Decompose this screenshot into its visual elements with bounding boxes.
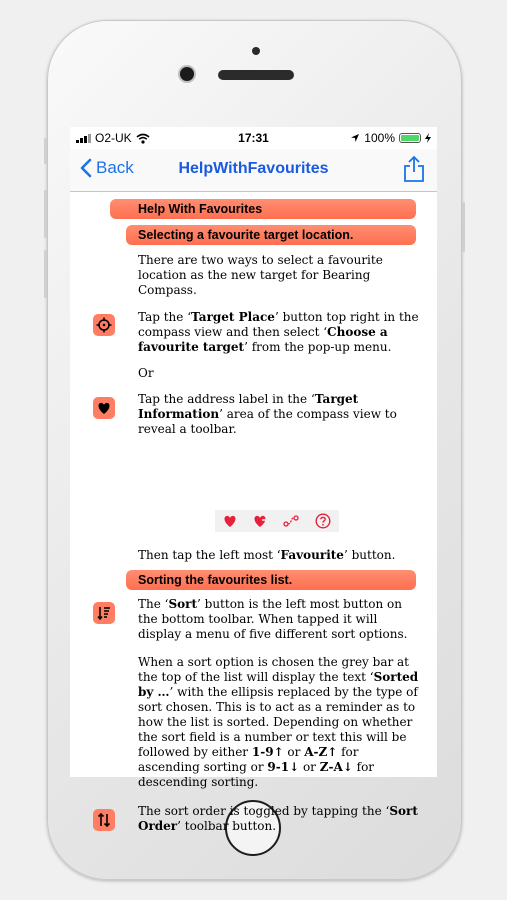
p7-bold-sort-order: Sort Order bbox=[138, 804, 418, 833]
section-header-main: Help With Favourites bbox=[110, 199, 416, 219]
sort-button-icon bbox=[93, 602, 115, 624]
p5-bold-sort: Sort bbox=[168, 597, 198, 611]
p4-bold-favourite: Favourite bbox=[280, 548, 344, 562]
mute-switch bbox=[44, 138, 47, 164]
paragraph-sort-button bbox=[138, 597, 422, 642]
navigation-bar bbox=[70, 149, 437, 192]
help-content[interactable] bbox=[70, 192, 437, 833]
carrier-label: O2-UK bbox=[95, 131, 132, 145]
p4-text-a: Then tap the left most ‘ bbox=[138, 548, 281, 562]
p2-bold-choose: Choose a favourite target bbox=[138, 325, 388, 354]
charging-icon bbox=[425, 133, 431, 143]
proximity-sensor bbox=[252, 47, 260, 55]
p2-text-c: ’ button top right in the compass view and then select ‘ bbox=[138, 310, 419, 339]
p2-text-e: ’ from the pop-up menu. bbox=[244, 340, 392, 354]
back-label: Back bbox=[96, 158, 134, 177]
p3-text-c: ’ area of the compass view to reveal a toolbar. bbox=[138, 407, 397, 436]
paragraph-target-place bbox=[138, 310, 422, 355]
sort-order-button-icon bbox=[93, 809, 115, 831]
route-icon bbox=[283, 515, 299, 527]
paragraph-or: Or bbox=[138, 366, 154, 380]
phone-screen bbox=[70, 127, 437, 833]
crosshair-icon bbox=[96, 317, 112, 333]
p6-text-e: or bbox=[283, 745, 305, 759]
help-icon bbox=[315, 513, 331, 529]
target-place-button-icon bbox=[93, 314, 115, 336]
p6-text-g: for ascending sorting or bbox=[138, 745, 359, 774]
paragraph-sorted-by bbox=[138, 655, 422, 790]
section-header-selecting: Selecting a favourite target location. bbox=[126, 225, 416, 245]
status-bar bbox=[70, 127, 437, 149]
p7-text-a: The sort order is toggled by tapping the ‘ bbox=[138, 804, 390, 818]
p5-text-c: ’ button is the left most button on the bottom toolbar. When tapped it will display a menu of five different sort options. bbox=[138, 597, 408, 641]
volume-down-button bbox=[44, 250, 47, 298]
battery-percent: 100% bbox=[364, 131, 395, 145]
p2-bold-target-place: Target Place bbox=[191, 310, 275, 324]
p6-bold-sorted-by: Sorted by … bbox=[138, 670, 419, 699]
location-arrow-icon bbox=[350, 133, 360, 143]
paragraph-target-information bbox=[138, 392, 422, 437]
clock: 17:31 bbox=[238, 131, 269, 145]
paragraph-sort-order bbox=[138, 804, 422, 834]
page-title: HelpWithFavourites bbox=[178, 160, 329, 177]
front-camera bbox=[180, 67, 194, 81]
paragraph-intro: There are two ways to select a favourite location as the new target for Bearing Compass. bbox=[138, 253, 383, 297]
sort-icon bbox=[97, 606, 111, 620]
p2-text-a: Tap the ‘ bbox=[138, 310, 192, 324]
sort-order-icon bbox=[97, 813, 111, 827]
p6-bold-a-z: A-Z↑ bbox=[304, 745, 338, 759]
p6-text-i: or bbox=[299, 760, 320, 774]
earpiece-speaker bbox=[218, 70, 294, 80]
p6-text-a: When a sort option is chosen the grey bar at the top of the list will display the text ‘ bbox=[138, 655, 409, 684]
share-icon[interactable] bbox=[403, 155, 425, 183]
p6-text-k: for descending sorting. bbox=[138, 760, 375, 789]
paragraph-then-tap bbox=[138, 548, 422, 563]
p3-bold-target-information: Target Information bbox=[138, 392, 359, 421]
heart-minus-icon bbox=[253, 515, 268, 528]
p6-bold-1-9: 1-9↑ bbox=[251, 745, 284, 759]
p4-text-c: ’ button. bbox=[343, 548, 396, 562]
heart-icon bbox=[223, 515, 237, 528]
favourite-button-icon bbox=[93, 397, 115, 419]
p5-text-a: The ‘ bbox=[138, 597, 169, 611]
heart-icon bbox=[97, 402, 111, 415]
battery-icon bbox=[399, 133, 421, 143]
p6-bold-9-1: 9-1↓ bbox=[267, 760, 300, 774]
volume-up-button bbox=[44, 190, 47, 238]
p6-text-c: ’ with the ellipsis replaced by the type of sort chosen. This is to act as a reminder as to how the list is sorted. Depending on whether the sort field is a number or text this will be followed by either bbox=[138, 685, 418, 759]
section-header-sorting: Sorting the favourites list. bbox=[126, 570, 416, 590]
p6-bold-z-a: Z-A↓ bbox=[319, 760, 353, 774]
example-toolbar bbox=[215, 510, 339, 532]
p7-text-c: ’ toolbar button. bbox=[177, 819, 277, 833]
p3-text-a: Tap the address label in the ‘ bbox=[138, 392, 315, 406]
power-button bbox=[462, 202, 465, 252]
